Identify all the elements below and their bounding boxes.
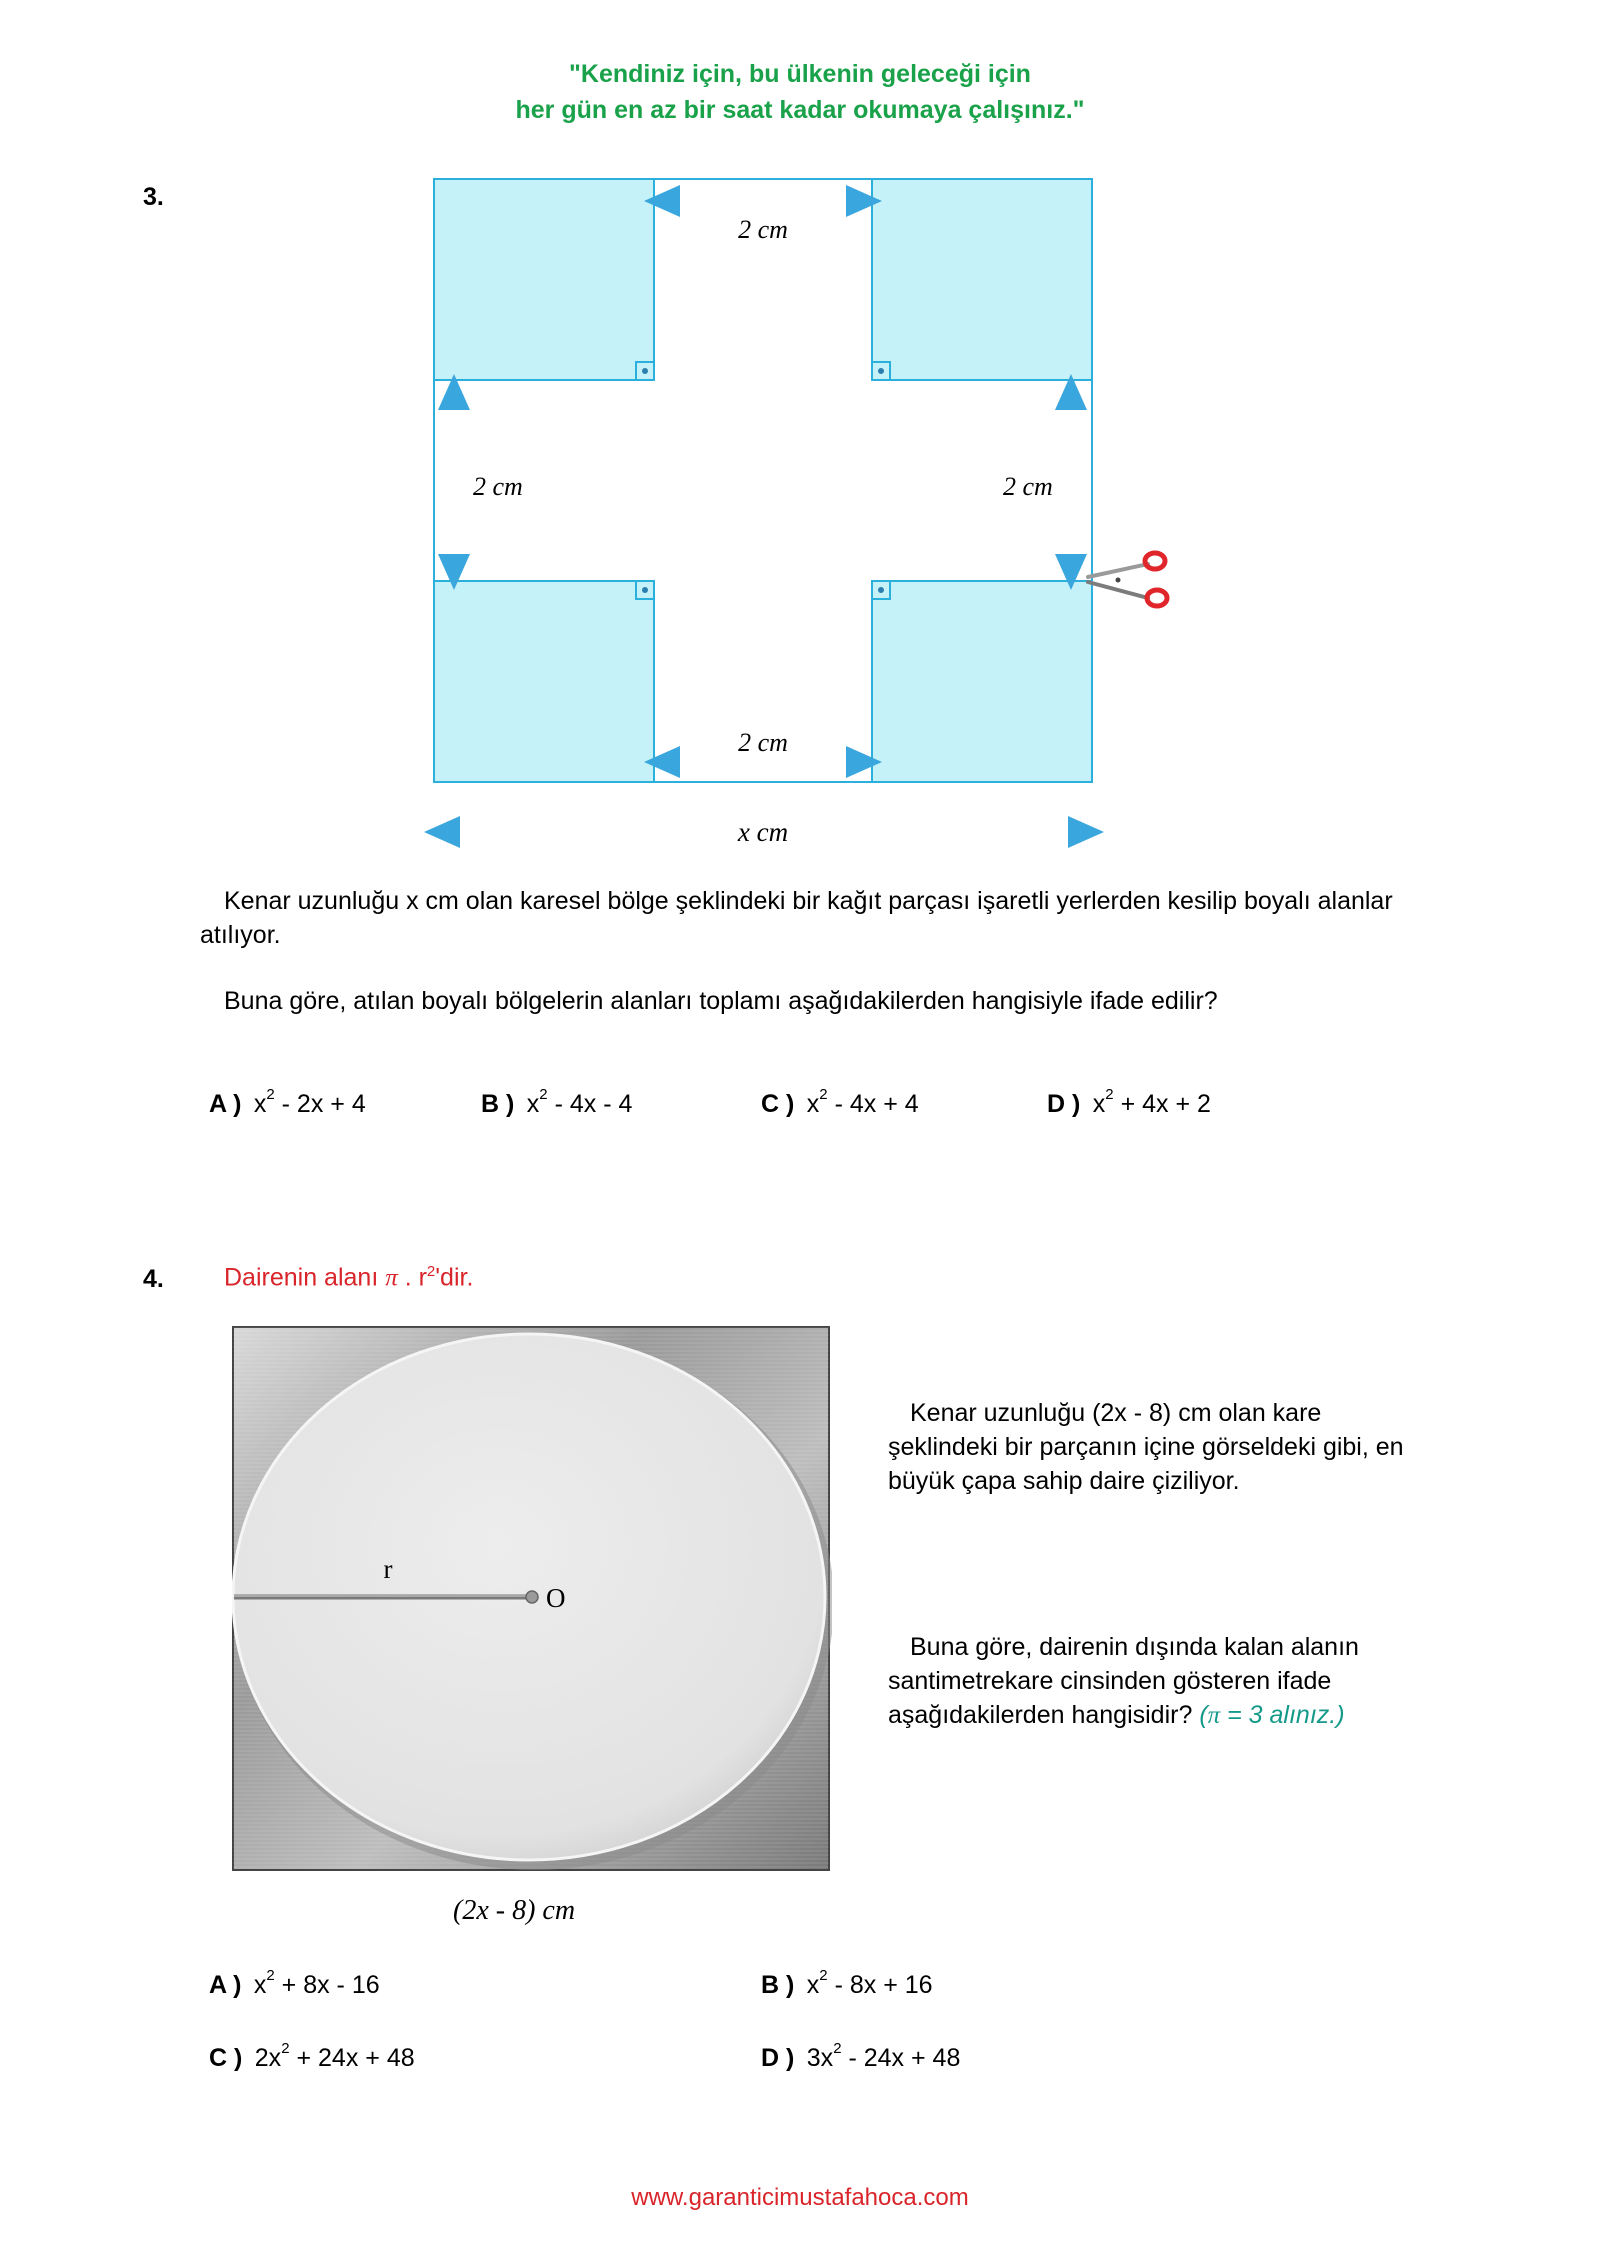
option-a[interactable]: A ) $x^2 - 2x + 4$ [209, 1086, 366, 1118]
quote-line-1: "Kendiniz için, bu ülkenin geleceği için [569, 60, 1031, 88]
top-gap-label: 2 cm [738, 215, 788, 244]
question-4-figure [232, 1326, 832, 1872]
question-4-text-2: Buna göre, dairenin dışında kalan alanın santimetrekare cinsinden gösteren ifade aşağıdakilerden hangisidir? (π = 3 alınız.) [888, 1633, 1359, 1729]
footer-url[interactable]: www.garanticimustafahoca.com [631, 2184, 969, 2211]
quote-line-2: her gün en az bir saat kadar okumaya çalışınız." [515, 96, 1085, 124]
corner-square-bottom-left [434, 581, 654, 782]
question-4-text-1: Kenar uzunluğu (2x - 8) cm olan kare şeklindeki bir parçanın içine görseldeki gibi, en büyük çapa sahip daire çiziliyor. [888, 1399, 1404, 1495]
question-3-figure [0, 0, 1600, 860]
width-label: x cm [737, 817, 789, 847]
side-length-label: (2x - 8) cm [453, 1895, 576, 1926]
option-b-expression: $x^2 - 4x - 4$ [526, 1086, 633, 1118]
center-label: O [546, 1583, 566, 1613]
question-3-text-2: Buna göre, atılan boyalı bölgelerin alanları toplamı aşağıdakilerden hangisiyle ifade edilir? [224, 987, 1218, 1015]
question-3-text-1: Kenar uzunluğu x cm olan karesel bölge şeklindeki bir kağıt parçası işaretli yerlerden kesilip boyalı alanlar atılıyor. [200, 887, 1393, 949]
option-c[interactable]: C ) $x^2 - 4x + 4$ [761, 1086, 919, 1118]
option-c[interactable]: C ) $2x^2 + 24x + 48$ [209, 2040, 415, 2072]
question-4-number: 4. [143, 1265, 164, 1293]
option-d[interactable]: D ) $3x^2 - 24x + 48$ [761, 2040, 961, 2072]
option-c-expression: $2x^2 + 24x + 48$ [254, 2040, 415, 2072]
left-gap-label: 2 cm [473, 472, 523, 501]
pi-note: (π = 3 alınız.) [1199, 1701, 1345, 1729]
center-point [526, 1591, 538, 1603]
option-a-expression: $x^2 - 2x + 4$ [253, 1086, 366, 1118]
corner-square-top-left [434, 179, 654, 380]
option-d-expression: $3x^2 - 24x + 48$ [806, 2040, 961, 2072]
scissors-icon [1088, 553, 1167, 606]
bottom-gap-label: 2 cm [738, 728, 788, 757]
option-b[interactable]: B ) $x^2 - 8x + 16$ [761, 1967, 933, 1999]
corner-square-bottom-right [872, 581, 1092, 782]
question-4-hint: Dairenin alanı π . $r^2'dir$. [224, 1263, 474, 1292]
option-d[interactable]: D ) $x^2 + 4x + 2$ [1047, 1086, 1211, 1118]
radius-label: r [383, 1554, 393, 1584]
corner-square-top-right [872, 179, 1092, 380]
option-d-expression: $x^2 + 4x + 2$ [1092, 1086, 1211, 1118]
option-b-expression: $x^2 - 8x + 16$ [806, 1967, 933, 1999]
right-gap-label: 2 cm [1003, 472, 1053, 501]
option-b[interactable]: B ) $x^2 - 4x - 4$ [481, 1086, 633, 1118]
question-3-number: 3. [143, 183, 164, 211]
option-a[interactable]: A ) $x^2 + 8x - 16$ [209, 1967, 380, 1999]
option-a-expression: $x^2 + 8x - 16$ [253, 1967, 380, 1999]
option-c-expression: $x^2 - 4x + 4$ [806, 1086, 919, 1118]
